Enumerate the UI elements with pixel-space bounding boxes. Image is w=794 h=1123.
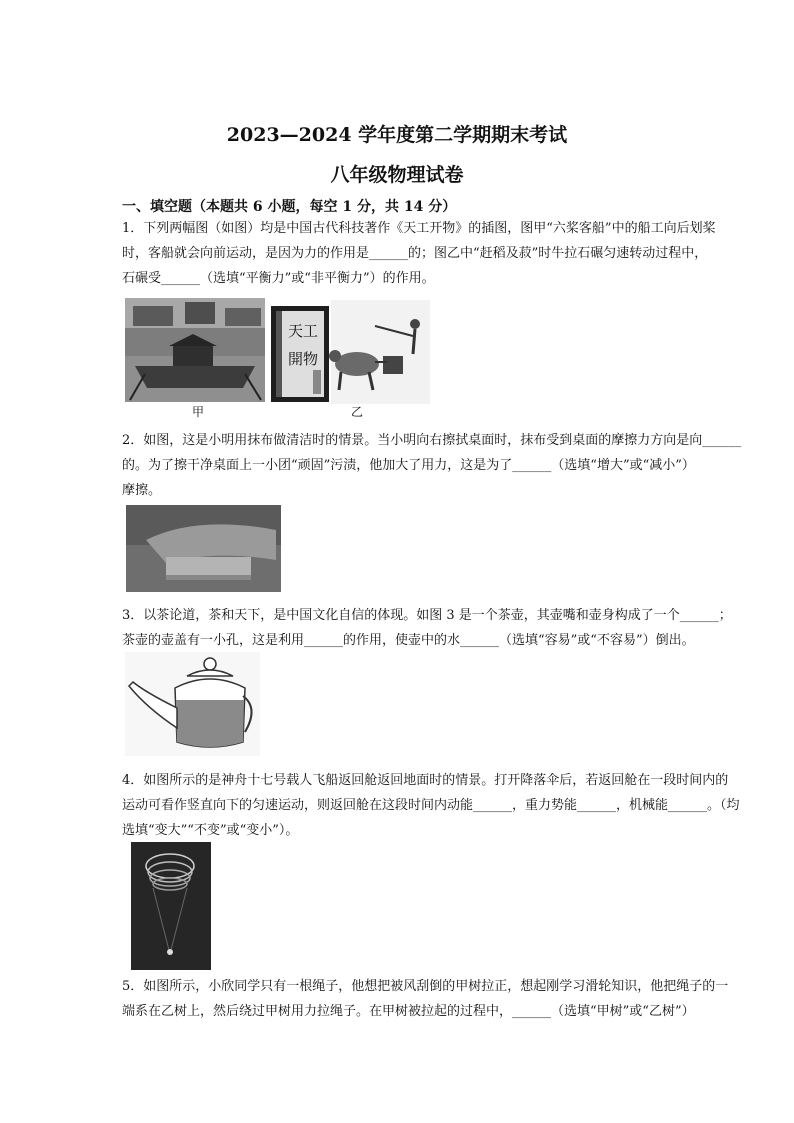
section-heading: 一、填空题（本题共 6 小题，每空 1 分，共 14 分） [122, 199, 457, 215]
figure-label-yi: 乙 [350, 405, 364, 419]
question-4-line: 选填“变大”“不变”或“变小”）。 [122, 823, 299, 838]
exam-subtitle: 八年级物理试卷 [330, 164, 464, 186]
figure-label-jia: 甲 [191, 405, 205, 419]
exam-title: 2023—2024 学年度第二学期期末考试 [226, 124, 568, 146]
book-title-bottom: 開物 [287, 350, 319, 368]
parachute-capsule-photo [131, 842, 211, 970]
question-2 [122, 428, 742, 503]
ancient-illustrations-image [125, 296, 430, 422]
question-2-figure [126, 505, 281, 592]
question-5-line: 5．如图所示，小欣同学只有一根绳子，他想把被风刮倒的甲树拉正，想起刚学习滑轮知识，他把绳子的一 [122, 979, 729, 994]
question-1 [122, 216, 742, 291]
book-title-top: 天工 [287, 322, 319, 340]
wiping-table-photo [126, 505, 281, 592]
question-3-figure [125, 652, 260, 756]
question-2-line: 的。为了擦干净桌面上一小团“顽固”污渍，他加大了用力，这是为了______（选填“增大”或“减小”） [122, 458, 695, 473]
question-2-line: 2．如图，这是小明用抹布做清洁时的情景。当小明向右擦拭桌面时，抹布受到桌面的摩擦力方向是向______ [122, 433, 742, 448]
question-1-line: 石碾受______（选填“平衡力”或“非平衡力”）的作用。 [122, 271, 435, 286]
teapot-image [125, 652, 260, 756]
question-3 [122, 603, 742, 653]
question-4-line: 运动可看作竖直向下的匀速运动，则返回舱在这段时间内动能______，重力势能______，机械能______。（均 [122, 798, 740, 813]
question-2-line: 摩擦。 [122, 483, 162, 498]
question-1-line: 1．下列两幅图（如图）均是中国古代科技著作《天工开物》的插图，图甲“六桨客船”中的船工向后划桨 [122, 221, 716, 236]
question-4 [122, 768, 742, 843]
question-5-line: 端系在乙树上，然后绕过甲树用力拉绳子。在甲树被拉起的过程中，______（选填“甲树”或“乙树”） [122, 1004, 695, 1019]
question-1-line: 时，客船就会向前运动，是因为力的作用是______的；图乙中“赶稻及菽”时牛拉石碾匀速转动过程中， [122, 246, 708, 261]
question-3-line: 茶壶的壶盖有一小孔，这是利用______的作用，使壶中的水______（选填“容易”或“不容易”）倒出。 [122, 633, 695, 648]
question-3-line: 3．以茶论道，茶和天下，是中国文化自信的体现。如图 3 是一个茶壶，其壶嘴和壶身构成了一个______； [122, 608, 732, 623]
question-5 [122, 974, 742, 1024]
question-4-figure [131, 842, 211, 970]
question-1-figure [125, 296, 430, 422]
question-4-line: 4．如图所示的是神舟十七号载人飞船返回舱返回地面时的情景。打开降落伞后，若返回舱在一段时间内的 [122, 773, 729, 788]
